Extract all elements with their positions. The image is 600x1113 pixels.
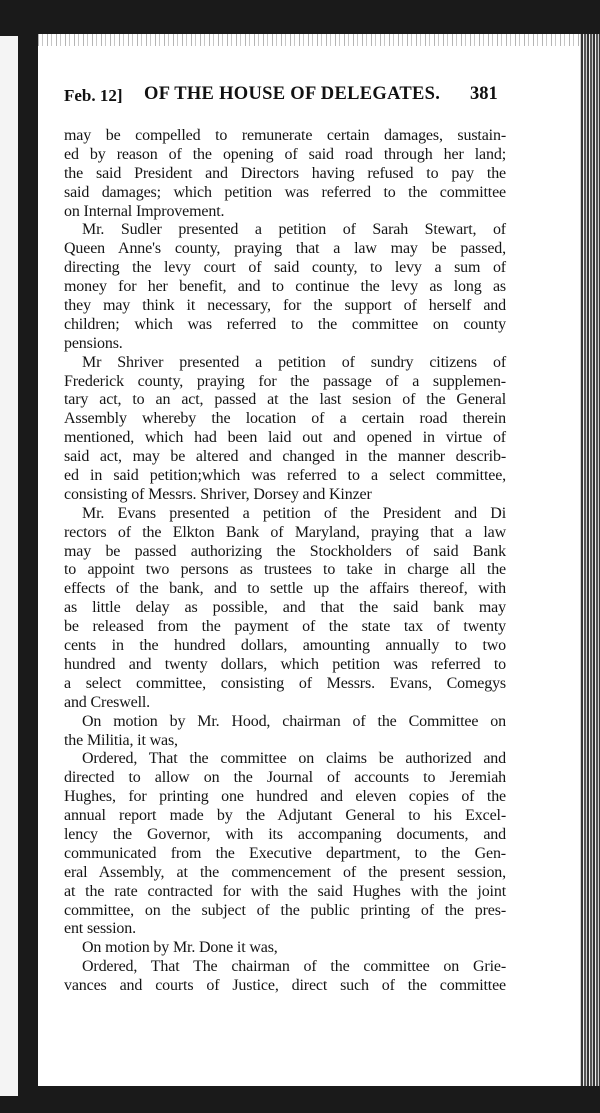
text-line: a select committee, consisting of Messrs. Evans, Comegys xyxy=(64,674,506,692)
text-line: the said President and Directors having refused to pay the xyxy=(64,164,506,182)
text-line: directing the levy court of said county, to levy a sum of xyxy=(64,259,506,277)
text-line: annual report made by the Adjutant General to his Excel- xyxy=(64,807,506,825)
text-line: ent session. xyxy=(64,920,136,938)
text-line: hundred and twenty dollars, which petition was referred to xyxy=(64,655,506,673)
text-line: the Militia, it was, xyxy=(64,731,178,749)
text-line: Hughes, for printing one hundred and eleven copies of the xyxy=(64,788,506,806)
text-line: at the rate contracted for with the said Hughes with the joint xyxy=(64,882,506,900)
text-line: Mr. Evans presented a petition of the President and Di xyxy=(82,504,506,522)
scan-noise-top xyxy=(38,34,580,46)
text-line: they may think it necessary, for the support of herself and xyxy=(64,297,506,315)
text-line: as little delay as possible, and that the said bank may xyxy=(64,599,506,617)
text-line: Assembly whereby the location of a certain road therein xyxy=(64,410,506,428)
text-line: communicated from the Executive department, to the Gen- xyxy=(64,844,506,862)
text-line: and Creswell. xyxy=(64,693,151,711)
text-line: rectors of the Elkton Bank of Maryland, praying that a law xyxy=(64,523,506,541)
text-line: Ordered, That the committee on claims be authorized and xyxy=(82,750,506,768)
text-line: mentioned, which had been laid out and opened in virtue of xyxy=(64,429,506,447)
text-line: lency the Governor, with its accompaning documents, and xyxy=(64,825,506,843)
text-line: ed in said petition;which was referred to a select committee, xyxy=(64,467,506,485)
text-line: Frederick county, praying for the passage of a supplemen- xyxy=(64,372,506,390)
text-line: vances and courts of Justice, direct such of the committee xyxy=(64,977,506,995)
text-line: tary act, to an act, passed at the last sesion of the General xyxy=(64,391,506,409)
text-line: consisting of Messrs. Shriver, Dorsey and Kinzer xyxy=(64,485,372,503)
body-text xyxy=(64,127,506,996)
text-line: money for her benefit, and to continue the levy as long as xyxy=(64,278,506,296)
page-edge-right xyxy=(580,34,600,1086)
text-line: effects of the bank, and to settle up the affairs thereof, with xyxy=(64,580,506,598)
running-header xyxy=(64,84,504,108)
text-line: Queen Anne's county, praying that a law may be passed, xyxy=(64,240,506,258)
text-line: may be compelled to remunerate certain damages, sustain- xyxy=(64,127,506,144)
text-line: to appoint two persons as trustees to take in charge all the xyxy=(64,561,506,579)
text-line: On motion by Mr. Hood, chairman of the Committee on xyxy=(82,712,506,730)
text-line: may be passed authorizing the Stockholders of said Bank xyxy=(64,542,506,560)
text-line: Mr. Sudler presented a petition of Sarah Stewart, of xyxy=(82,221,506,239)
text-line: Ordered, That The chairman of the committee on Grie- xyxy=(82,958,506,976)
text-line: On motion by Mr. Done it was, xyxy=(82,939,278,957)
text-line: said damages; which petition was referred to the committee xyxy=(64,183,506,201)
text-line: children; which was referred to the committee on county xyxy=(64,315,506,333)
text-line: cents in the hundred dollars, amounting annually to two xyxy=(64,637,506,655)
text-line: eral Assembly, at the commencement of the present session, xyxy=(64,863,506,881)
text-line: pensions. xyxy=(64,334,123,352)
text-line: said act, may be altered and changed in the manner describ- xyxy=(64,448,506,466)
text-line: committee, on the subject of the public printing of the pres- xyxy=(64,901,506,919)
text-line: Mr Shriver presented a petition of sundry citizens of xyxy=(82,353,506,371)
text-line: on Internal Improvement. xyxy=(64,202,225,220)
text-line: ed by reason of the opening of said road through her land; xyxy=(64,145,506,163)
text-line: directed to allow on the Journal of accounts to Jeremiah xyxy=(64,769,506,787)
header-date: Feb. 12] xyxy=(64,86,123,105)
adjacent-page-edge xyxy=(0,36,18,1096)
text-line: be released from the payment of the state tax of twenty xyxy=(64,618,506,636)
page-number: 381 xyxy=(470,84,498,104)
header-title: OF THE HOUSE OF DELEGATES. xyxy=(144,84,441,104)
